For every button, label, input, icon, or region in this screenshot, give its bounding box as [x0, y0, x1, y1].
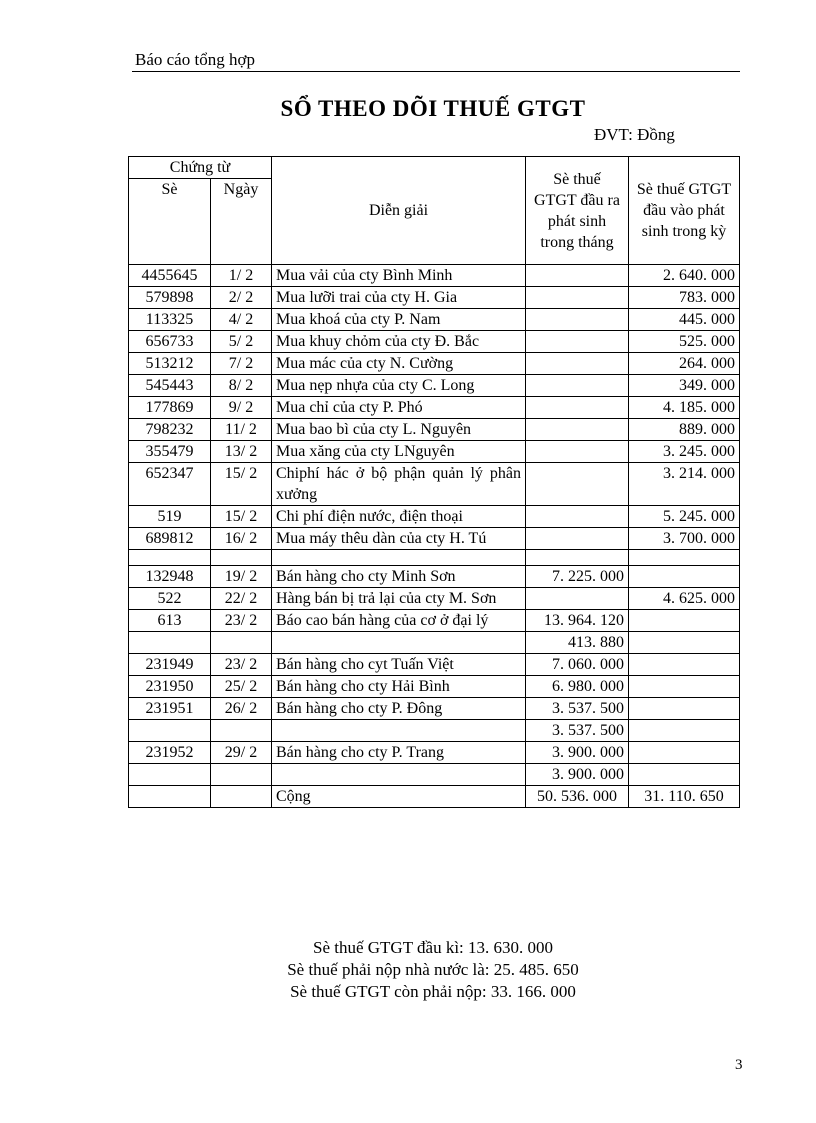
cell-input-vat [629, 566, 740, 588]
cell-input-vat: 264. 000 [629, 353, 740, 375]
table-row [129, 720, 740, 742]
cell-description [272, 550, 526, 566]
cell-date: 19/ 2 [211, 566, 272, 588]
cell-input-vat [629, 610, 740, 632]
cell-input-vat: 5. 245. 000 [629, 506, 740, 528]
table-row [129, 353, 740, 375]
cell-number [129, 764, 211, 786]
cell-output-vat [526, 287, 629, 309]
cell-date: 8/ 2 [211, 375, 272, 397]
header-number: Sè [129, 179, 211, 265]
running-header: Báo cáo tổng hợp [135, 50, 255, 69]
summary-opening-vat: Sè thuế GTGT đầu kì: 13. 630. 000 [312, 938, 554, 957]
cell-output-vat [526, 353, 629, 375]
cell-output-vat [526, 463, 629, 506]
cell-date [211, 550, 272, 566]
cell-description: Mua khuy chỏm của cty Đ. Bắc [272, 331, 526, 353]
ledger-body [129, 265, 740, 786]
cell-date: 26/ 2 [211, 698, 272, 720]
cell-date: 2/ 2 [211, 287, 272, 309]
cell-number: 519 [129, 506, 211, 528]
table-row [129, 265, 740, 287]
cell-date: 15/ 2 [211, 463, 272, 506]
cell-number: 579898 [129, 287, 211, 309]
cell-number: 231952 [129, 742, 211, 764]
cell-number: 132948 [129, 566, 211, 588]
cell-output-vat [526, 588, 629, 610]
header-rule [132, 71, 740, 72]
cell-input-vat [629, 764, 740, 786]
cell-description: Chiphí hác ở bộ phận quản lý phân xưởng [272, 463, 526, 506]
cell-date: 23/ 2 [211, 610, 272, 632]
cell-description [272, 720, 526, 742]
cell-number: 231949 [129, 654, 211, 676]
page-number: 3 [735, 1057, 743, 1073]
header-date: Ngày [211, 179, 272, 265]
cell-output-vat: 3. 537. 500 [526, 698, 629, 720]
cell-description: Bán hàng cho cyt Tuấn Việt [272, 654, 526, 676]
cell-output-vat: 6. 980. 000 [526, 676, 629, 698]
cell-output-vat: 3. 900. 000 [526, 742, 629, 764]
header-input-vat: Sè thuế GTGT đầu vào phát sinh trong kỳ [629, 157, 740, 265]
table-row [129, 698, 740, 720]
cell-output-vat [526, 419, 629, 441]
cell-date: 25/ 2 [211, 676, 272, 698]
cell-description: Bán hàng cho cty P. Đông [272, 698, 526, 720]
cell-number: 113325 [129, 309, 211, 331]
cell-date [211, 632, 272, 654]
cell-output-vat: 7. 060. 000 [526, 654, 629, 676]
cell-number: 652347 [129, 463, 211, 506]
cell-output-vat [526, 506, 629, 528]
cell-number: 355479 [129, 441, 211, 463]
table-row [129, 309, 740, 331]
cell-input-vat: 349. 000 [629, 375, 740, 397]
cell-number: 231950 [129, 676, 211, 698]
cell-description: Bán hàng cho cty Minh Sơn [272, 566, 526, 588]
cell-description: Hàng bán bị trả lại của cty M. Sơn [272, 588, 526, 610]
cell-description: Mua mác của cty N. Cường [272, 353, 526, 375]
header-description: Diễn giải [272, 157, 526, 265]
cell-input-vat: 3. 245. 000 [629, 441, 740, 463]
cell-input-vat [629, 632, 740, 654]
cell-input-vat [629, 698, 740, 720]
cell-number: 522 [129, 588, 211, 610]
summary-vat-payable: Sè thuế phải nộp nhà nước là: 25. 485. 650 [287, 960, 579, 979]
cell-output-vat: 3. 900. 000 [526, 764, 629, 786]
cell-number: 4455645 [129, 265, 211, 287]
cell-input-vat [629, 720, 740, 742]
cell-output-vat: 7. 225. 000 [526, 566, 629, 588]
table-row [129, 441, 740, 463]
cell-description: Bán hàng cho cty Hải Bình [272, 676, 526, 698]
cell-date: 23/ 2 [211, 654, 272, 676]
cell-output-vat [526, 397, 629, 419]
cell-output-vat [526, 265, 629, 287]
cell-date: 13/ 2 [211, 441, 272, 463]
cell-description: Mua máy thêu dàn của cty H. Tú [272, 528, 526, 550]
total-output: 50. 536. 000 [526, 786, 629, 808]
cell-input-vat [629, 742, 740, 764]
cell-description: Mua khoá của cty P. Nam [272, 309, 526, 331]
cell-input-vat: 4. 185. 000 [629, 397, 740, 419]
cell-number [129, 550, 211, 566]
vat-ledger-table [128, 156, 740, 808]
cell-number: 231951 [129, 698, 211, 720]
table-row [129, 397, 740, 419]
cell-number: 545443 [129, 375, 211, 397]
table-row [129, 742, 740, 764]
cell-input-vat: 445. 000 [629, 309, 740, 331]
total-empty-number [129, 786, 211, 808]
cell-description [272, 632, 526, 654]
cell-date: 11/ 2 [211, 419, 272, 441]
cell-input-vat: 3. 214. 000 [629, 463, 740, 506]
cell-output-vat: 413. 880 [526, 632, 629, 654]
cell-date: 5/ 2 [211, 331, 272, 353]
unit-label: ĐVT: Đồng [594, 125, 675, 144]
table-row [129, 566, 740, 588]
total-row [129, 786, 740, 808]
table-row [129, 506, 740, 528]
table-row [129, 610, 740, 632]
summary-block [128, 937, 738, 1003]
cell-description: Mua vải của cty Bình Minh [272, 265, 526, 287]
cell-date: 1/ 2 [211, 265, 272, 287]
cell-number: 656733 [129, 331, 211, 353]
cell-number [129, 632, 211, 654]
total-input: 31. 110. 650 [629, 786, 740, 808]
cell-number: 798232 [129, 419, 211, 441]
cell-date [211, 720, 272, 742]
cell-input-vat [629, 676, 740, 698]
table-row [129, 588, 740, 610]
total-label: Cộng [272, 786, 526, 808]
cell-input-vat: 525. 000 [629, 331, 740, 353]
cell-description: Chi phí điện nước, điện thoại [272, 506, 526, 528]
cell-date: 15/ 2 [211, 506, 272, 528]
cell-input-vat: 4. 625. 000 [629, 588, 740, 610]
header-voucher-group: Chứng từ [129, 157, 272, 179]
cell-date: 4/ 2 [211, 309, 272, 331]
cell-date [211, 764, 272, 786]
cell-output-vat: 13. 964. 120 [526, 610, 629, 632]
cell-input-vat: 783. 000 [629, 287, 740, 309]
cell-description: Báo cao bán hàng của cơ ở đại lý [272, 610, 526, 632]
header-output-vat: Sè thuế GTGT đầu ra phát sinh trong tháng [526, 157, 629, 265]
page-title: SỔ THEO DÕI THUẾ GTGT [280, 96, 586, 121]
cell-output-vat [526, 331, 629, 353]
cell-number [129, 720, 211, 742]
cell-date: 16/ 2 [211, 528, 272, 550]
cell-date: 9/ 2 [211, 397, 272, 419]
cell-input-vat [629, 654, 740, 676]
cell-output-vat [526, 309, 629, 331]
table-row [129, 375, 740, 397]
table-row [129, 654, 740, 676]
cell-description [272, 764, 526, 786]
table-row [129, 419, 740, 441]
cell-date: 22/ 2 [211, 588, 272, 610]
cell-output-vat [526, 441, 629, 463]
cell-description: Mua bao bì của cty L. Nguyên [272, 419, 526, 441]
cell-description: Bán hàng cho cty P. Trang [272, 742, 526, 764]
cell-number: 513212 [129, 353, 211, 375]
table-row [129, 331, 740, 353]
cell-date: 29/ 2 [211, 742, 272, 764]
table-row [129, 676, 740, 698]
table-row [129, 632, 740, 654]
cell-number: 689812 [129, 528, 211, 550]
table-row [129, 463, 740, 506]
cell-input-vat: 2. 640. 000 [629, 265, 740, 287]
cell-output-vat [526, 528, 629, 550]
cell-description: Mua chỉ của cty P. Phó [272, 397, 526, 419]
cell-description: Mua nẹp nhựa của cty C. Long [272, 375, 526, 397]
cell-description: Mua xăng của cty LNguyên [272, 441, 526, 463]
cell-output-vat [526, 375, 629, 397]
cell-description: Mua lưỡi trai của cty H. Gia [272, 287, 526, 309]
summary-remaining-vat: Sè thuế GTGT còn phải nộp: 33. 166. 000 [290, 982, 576, 1001]
table-row [129, 550, 740, 566]
cell-number: 613 [129, 610, 211, 632]
table-row [129, 764, 740, 786]
cell-date: 7/ 2 [211, 353, 272, 375]
cell-output-vat: 3. 537. 500 [526, 720, 629, 742]
cell-input-vat: 889. 000 [629, 419, 740, 441]
table-row [129, 287, 740, 309]
cell-output-vat [526, 550, 629, 566]
cell-input-vat [629, 550, 740, 566]
total-empty-date [211, 786, 272, 808]
cell-input-vat: 3. 700. 000 [629, 528, 740, 550]
cell-number: 177869 [129, 397, 211, 419]
table-row [129, 528, 740, 550]
